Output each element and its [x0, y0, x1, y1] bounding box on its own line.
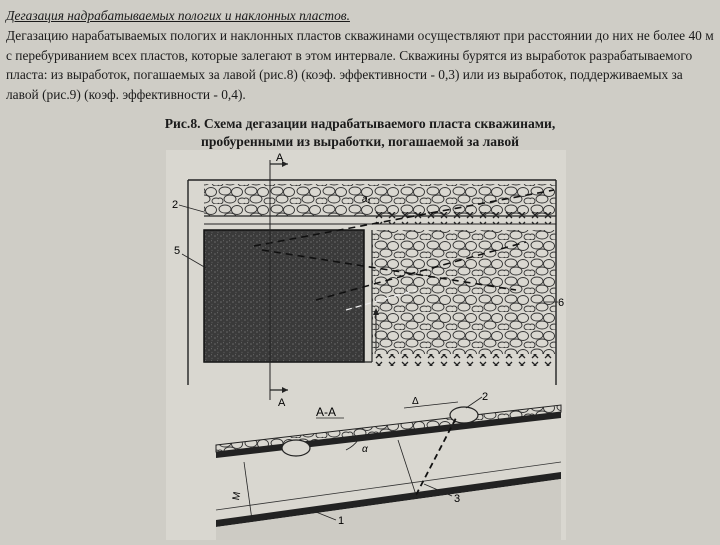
label-1: 1: [338, 515, 345, 527]
body-paragraph: Дегазацию нарабатываемых пологих и наклонных пластов скважинами осуществляют при расстоянии до них не более 40 м с перебуриванием всех пластов, которые залегают в этом интервале. Скважины бурятся из выработок разрабатываемого пласта: из выработок, погашаемых за лавой (рис.8) (коэф. эффективности - 0,3) или из выработок, поддерживаемых за лавой (рис.9) (коэф. эффективности - 0,4).: [6, 27, 714, 103]
figure-caption-line1: Рис.8. Схема дегазации надрабатываемого пласта скважинами,: [164, 116, 556, 131]
section-marker-top: А: [276, 152, 284, 164]
label-2-section: 2: [482, 391, 489, 403]
degassing-scheme-figure: [166, 150, 566, 540]
label-3: 3: [454, 493, 461, 505]
label-M: М: [231, 490, 244, 502]
label-6: 6: [558, 297, 565, 309]
coal-panel: [204, 230, 364, 362]
section-heading: Дегазация надрабатываемых пологих и наклонных пластов.: [6, 8, 350, 23]
section-view: [216, 391, 561, 540]
figure-caption-line2: пробуренными из выработки, погашаемой за лавой: [201, 134, 519, 149]
scheme-drawing: [166, 150, 566, 540]
label-2-plan: 2: [172, 199, 179, 211]
label-alpha: α: [362, 444, 368, 455]
upper-seam: [216, 412, 561, 458]
label-5: 5: [174, 245, 181, 257]
text-block: [6, 6, 716, 105]
plan-view: [172, 152, 564, 409]
label-a1: a₁: [362, 194, 371, 205]
section-marker-bottom: А: [278, 397, 286, 409]
section-title: А-А: [316, 405, 337, 419]
pillar-row-bottom: [372, 354, 556, 366]
label-delta: Δ: [412, 396, 419, 407]
goaf-area: [372, 230, 556, 354]
